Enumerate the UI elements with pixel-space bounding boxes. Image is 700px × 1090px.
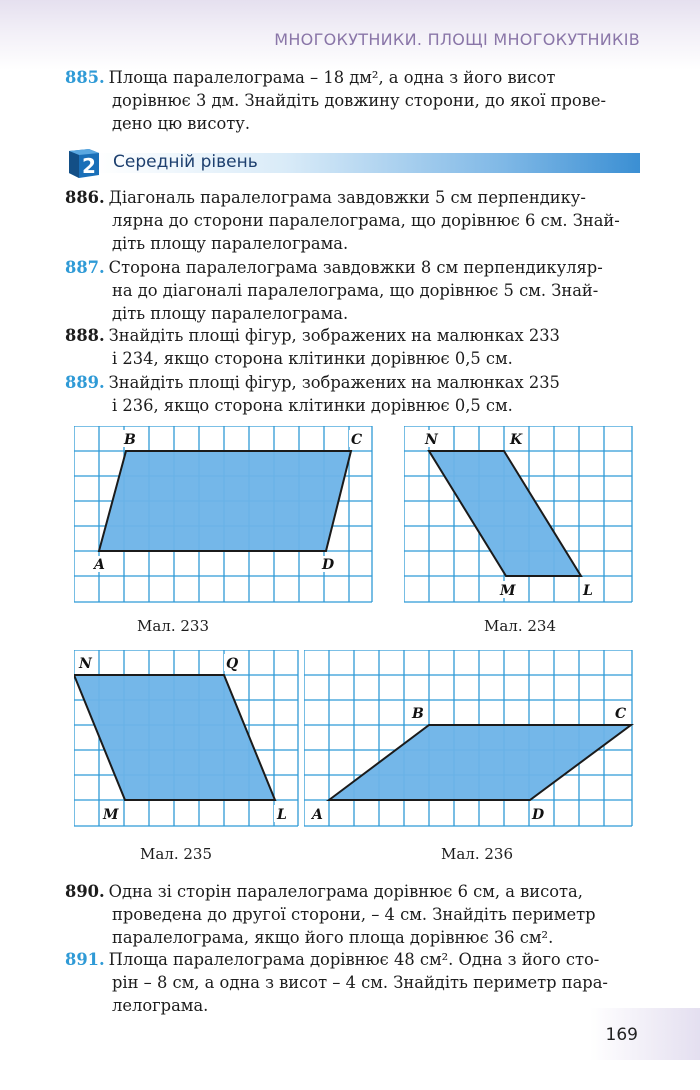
problem-text-line: паралелограма, якщо його площа дорівнює 36 см². bbox=[112, 928, 554, 947]
problem-text-line: Діагональ паралелограма завдовжки 5 см перпендику- bbox=[108, 188, 586, 207]
problem-text-line: Сторона паралелограма завдовжки 8 см перпендикуляр- bbox=[108, 258, 603, 277]
level-cube-icon bbox=[65, 145, 103, 179]
problem-number: 888. bbox=[65, 326, 105, 345]
problem-text-line: Площа паралелограма – 18 дм², а одна з його висот bbox=[108, 68, 556, 87]
problem-889 bbox=[65, 371, 640, 417]
problem-text-line: Одна зі сторін паралелограма дорівнює 6 см, а висота, bbox=[108, 882, 583, 901]
vertex-label-l: L bbox=[583, 583, 593, 599]
parallelogram-abcd bbox=[99, 451, 351, 551]
problem-text-line: на до діагоналі паралелограма, що дорівнює 5 см. Знай- bbox=[112, 281, 599, 300]
problem-text-line: Площа паралелограма дорівнює 48 см². Одна з його сто- bbox=[108, 950, 600, 969]
problem-891 bbox=[65, 948, 640, 1017]
problem-text-line: і 234, якщо сторона клітинки дорівнює 0,5 см. bbox=[112, 349, 513, 368]
figure-caption-234: Мал. 234 bbox=[484, 617, 556, 635]
problem-text-line: і 236, якщо сторона клітинки дорівнює 0,5 см. bbox=[112, 396, 513, 415]
figure-caption-233: Мал. 233 bbox=[137, 617, 209, 635]
problem-text-line: проведена до другої сторони, – 4 см. Знайдіть периметр bbox=[112, 905, 596, 924]
level-title: Середній рівень bbox=[113, 152, 258, 172]
problem-text-line: дорівнює 3 дм. Знайдіть довжину сторони, до якої прове- bbox=[112, 91, 606, 110]
vertex-label-m: M bbox=[500, 583, 516, 599]
vertex-label-b: B bbox=[412, 706, 424, 722]
parallelogram-nqlm bbox=[74, 675, 275, 800]
problem-number: 889. bbox=[65, 373, 105, 392]
vertex-label-c: C bbox=[351, 432, 363, 448]
running-head: МНОГОКУТНИКИ. ПЛОЩІ МНОГОКУТНИКІВ bbox=[274, 30, 640, 49]
figure-234 bbox=[404, 426, 636, 604]
problem-number: 887. bbox=[65, 258, 105, 277]
problem-text-line: Знайдіть площі фігур, зображених на малюнках 235 bbox=[108, 373, 560, 392]
level-section-header bbox=[65, 145, 640, 177]
problem-text-line: Знайдіть площі фігур, зображених на малюнках 233 bbox=[108, 326, 560, 345]
vertex-label-a: A bbox=[312, 807, 323, 823]
figure-caption-236: Мал. 236 bbox=[441, 845, 513, 863]
problem-text-line: дено цю висоту. bbox=[112, 114, 251, 133]
problem-text-line: діть площу паралелограма. bbox=[112, 304, 349, 323]
page-number: 169 bbox=[605, 1025, 638, 1045]
figure-235 bbox=[74, 650, 300, 828]
vertex-label-q: Q bbox=[226, 656, 239, 672]
parallelogram-nklm bbox=[429, 451, 581, 576]
problem-887 bbox=[65, 256, 640, 325]
vertex-label-n: N bbox=[425, 432, 438, 448]
problem-text-line: лелограма. bbox=[112, 996, 209, 1015]
problem-number: 886. bbox=[65, 188, 105, 207]
problem-886 bbox=[65, 186, 640, 255]
problem-890 bbox=[65, 880, 640, 949]
vertex-label-b: B bbox=[124, 432, 136, 448]
vertex-label-d: D bbox=[322, 557, 335, 573]
parallelogram-abcd bbox=[329, 725, 631, 800]
figure-233 bbox=[74, 426, 374, 604]
vertex-label-l: L bbox=[277, 807, 287, 823]
problem-text-line: діть площу паралелограма. bbox=[112, 234, 349, 253]
vertex-label-a: A bbox=[94, 557, 105, 573]
problem-number: 890. bbox=[65, 882, 105, 901]
problem-number: 891. bbox=[65, 950, 105, 969]
problem-number: 885. bbox=[65, 68, 105, 87]
vertex-label-n: N bbox=[79, 656, 92, 672]
problem-888 bbox=[65, 324, 640, 370]
level-number: 2 bbox=[82, 154, 96, 178]
figure-caption-235: Мал. 235 bbox=[140, 845, 212, 863]
problem-text-line: лярна до сторони паралелограма, що дорівнює 6 см. Знай- bbox=[112, 211, 620, 230]
vertex-label-m: M bbox=[103, 807, 119, 823]
vertex-label-c: C bbox=[615, 706, 627, 722]
vertex-label-k: K bbox=[510, 432, 523, 448]
vertex-label-d: D bbox=[532, 807, 545, 823]
problem-885 bbox=[65, 66, 640, 135]
problem-text-line: рін – 8 см, а одна з висот – 4 см. Знайдіть периметр пара- bbox=[112, 973, 608, 992]
figure-236 bbox=[304, 650, 636, 828]
